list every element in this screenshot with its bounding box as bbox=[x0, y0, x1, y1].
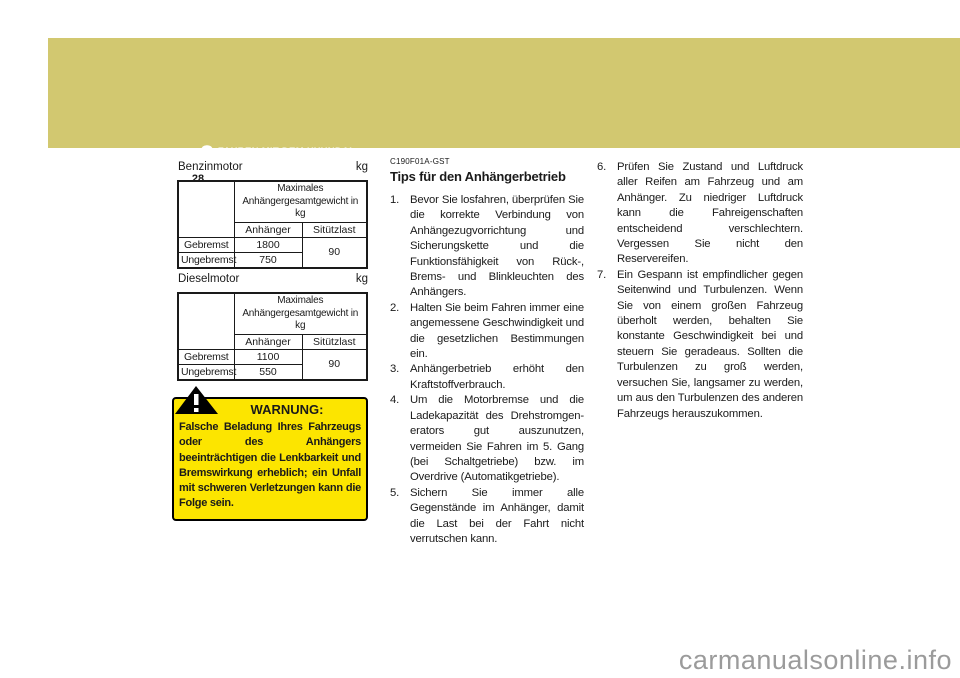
list-item bbox=[390, 193, 584, 301]
stuetzlast-value: 90 bbox=[302, 237, 367, 268]
col-stuetzlast-header: Sitützlast bbox=[302, 222, 367, 237]
row-label: Gebremst bbox=[178, 237, 234, 252]
section-heading: Tips für den Anhängerbetrieb bbox=[390, 169, 566, 184]
item-number: 2. bbox=[390, 301, 400, 314]
list-item bbox=[597, 160, 803, 268]
item-number: 5. bbox=[390, 486, 400, 499]
list-item bbox=[390, 362, 584, 393]
benzinmotor-table-block bbox=[172, 160, 368, 269]
item-text: Bevor Sie losfahren, überprüfen Sie die korrekte Verbindung von Anhängezugvorrichtung und Sicherungskette und die Funktionsfähigkeit von Rück-, Brems- und Blinkleuchten des Anhängers. bbox=[410, 194, 584, 299]
item-text: Halten Sie beim Fahren immer eine angemessene Geschwindigkeit und die gesetzlichen Bestimmungen ein. bbox=[410, 301, 584, 361]
warning-body-text: Falsche Beladung Ihres Fahrzeugs oder des Anhängers beeinträchtigen die Lenkbarkeit und Bremswirkung erheblich; ein Unfall mit schweren Verletzungen kann die Folge sein. bbox=[179, 421, 361, 510]
dieselmotor-table-block bbox=[172, 272, 368, 381]
item-text: Ein Gespann ist empfindlicher gegen Seitenwind und Turbulenzen. Wenn Sie von einem großen Fahrzeug überholt werden, behalten Sie konstante Geschwindigkeit bei und steuern Sie geradeaus. Sollten die Turbulenzen zu groß werden, versuchen Sie, langsamer zu werden, um aus den Turbulenzen des anderen Fahrzeugs herauszukommen. bbox=[617, 268, 803, 420]
header-line1: Maximales bbox=[277, 183, 324, 194]
table-caption bbox=[172, 160, 368, 174]
header-line2: Anhängergesamtgewicht in kg bbox=[242, 195, 359, 219]
anhaenger-value: 750 bbox=[234, 252, 302, 268]
item-text: Prüfen Sie Zustand und Luftdruck aller Reifen am Fahrzeug und am Anhänger. Zu niedriger Luftdruck kann die Fahreigenschaften entscheidend verschlechtern. Vergessen Sie nicht den Reservereifen. bbox=[617, 161, 803, 266]
item-number: 4. bbox=[390, 394, 400, 407]
table-unit: kg bbox=[355, 161, 368, 173]
table-title: Benzinmotor bbox=[178, 161, 243, 173]
warning-box bbox=[172, 397, 368, 521]
anhaenger-value: 550 bbox=[234, 364, 302, 380]
item-number: 7. bbox=[597, 268, 607, 281]
table-row bbox=[178, 237, 367, 252]
row-label: Ungebremst bbox=[178, 364, 234, 380]
item-number: 6. bbox=[597, 161, 607, 173]
col-anhaenger-header: Anhänger bbox=[234, 222, 302, 237]
table-column-header bbox=[234, 181, 367, 222]
list-item bbox=[390, 486, 584, 548]
table-unit: kg bbox=[355, 273, 368, 285]
col-stuetzlast-header: Sitützlast bbox=[302, 334, 367, 349]
col-anhaenger-header: Anhänger bbox=[234, 334, 302, 349]
right-text-column bbox=[597, 160, 803, 422]
chapter-title: FAHREN MIT DEM HYUNDAI bbox=[217, 146, 353, 157]
section-code: C190F01A-GST bbox=[390, 157, 450, 166]
item-text: Anhängerbetrieb erhöht den Kraftstoffverbrauch. bbox=[410, 363, 584, 391]
page-number: 28 bbox=[191, 173, 205, 185]
list-item bbox=[390, 301, 584, 363]
warning-title: WARNUNG: bbox=[250, 402, 324, 417]
watermark-text: carmanualsonline.info bbox=[678, 645, 952, 675]
empty-corner-cell bbox=[178, 293, 234, 349]
benzinmotor-table bbox=[177, 180, 368, 269]
row-label: Gebremst bbox=[178, 349, 234, 364]
table-caption bbox=[172, 272, 368, 286]
anhaenger-value: 1100 bbox=[234, 349, 302, 364]
item-text: Sichern Sie immer alle Gegenstände im Anhänger, damit die Last bei der Fahrt nicht verrutschen kann. bbox=[410, 486, 584, 545]
table-column-header bbox=[234, 293, 367, 334]
table-title: Dieselmotor bbox=[178, 273, 240, 285]
row-label: Ungebremst bbox=[178, 252, 234, 268]
anhaenger-value: 1800 bbox=[234, 237, 302, 252]
header-line2: Anhängergesamtgewicht in kg bbox=[242, 307, 359, 331]
chapter-number: 2 bbox=[200, 141, 214, 169]
empty-corner-cell bbox=[178, 181, 234, 237]
table-row bbox=[178, 349, 367, 364]
list-item bbox=[390, 393, 584, 485]
item-text: Um die Motorbremse und die Ladekapazität des Drehstromgen-erators gut auszunutzen, vermeiden Sie Fahren im 5. Gang (bei Schaltgetriebe) bzw. im Overdrive (Automatikgetriebe). bbox=[410, 394, 584, 484]
list-item bbox=[597, 268, 803, 422]
middle-text-column bbox=[390, 157, 584, 547]
exclamation-triangle-icon bbox=[175, 386, 219, 415]
stuetzlast-value: 90 bbox=[302, 349, 367, 380]
item-number: 1. bbox=[390, 194, 400, 206]
item-number: 3. bbox=[390, 363, 400, 376]
header-line1: Maximales bbox=[277, 295, 324, 306]
dieselmotor-table bbox=[177, 292, 368, 381]
